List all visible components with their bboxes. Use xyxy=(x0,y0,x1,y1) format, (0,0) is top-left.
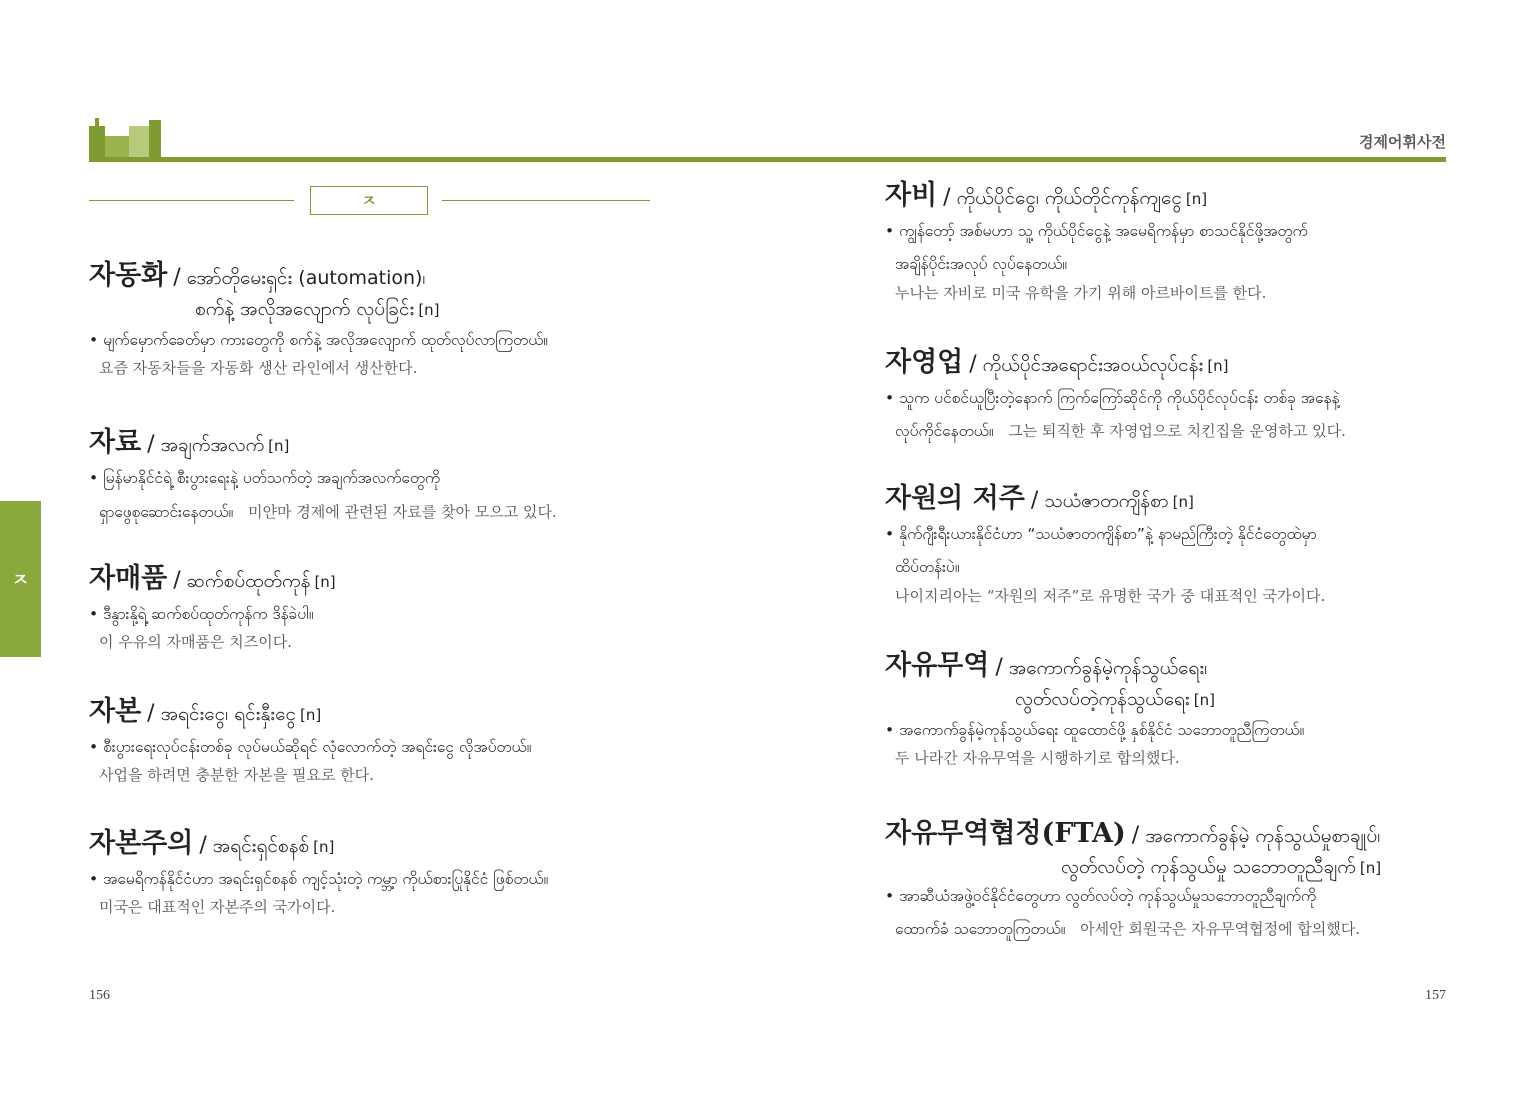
headword: 자비 xyxy=(885,180,938,211)
example-korean: 누나는 자비로 미국 유학을 가기 위해 아르바이트를 한다. xyxy=(895,284,1267,303)
part-of-speech: [n] xyxy=(314,573,336,591)
example-korean: 이 우유의 자매품은 치즈이다. xyxy=(99,632,292,651)
example-myanmar: • ဒီနွားနို့ရဲ့ ဆက်စပ်ထုတ်ကုန်က ဒိန်ခဲပါ။ xyxy=(89,605,314,624)
example-myanmar: ထိပ်တန်းပဲ။ xyxy=(895,557,960,576)
example-myanmar: ရှာဖွေစုဆောင်းနေတယ်။ xyxy=(99,502,234,521)
section-label: ㅈ xyxy=(310,186,428,215)
meaning: အကောက်ခွန်မဲ့ကုန်သွယ်ရေး၊ xyxy=(1008,657,1208,679)
part-of-speech: [n] xyxy=(1193,691,1215,710)
part-of-speech: [n] xyxy=(299,706,322,724)
meaning: ကိုယ်ပိုင်ငွေ၊ ကိုယ်တိုင်ကုန်ကျငွေ xyxy=(956,187,1182,209)
meaning: အချက်အလက် xyxy=(160,434,265,456)
example-korean: 미국은 대표적인 자본주의 국가이다. xyxy=(99,897,336,916)
headword: 자유무역 xyxy=(885,650,990,681)
example-myanmar: ထောက်ခံ သဘောတူကြတယ်။ xyxy=(895,919,1066,938)
example-myanmar: • သူက ပင်စင်ယူပြီးတဲ့နောက် ကြက်ကြော်ဆိုင်ကို ကိုယ်ပိုင်လုပ်ငန်း တစ်ခု အနေနဲ့ xyxy=(885,389,1340,408)
example-myanmar: • အမေရိကန်နိုင်ငံဟာ အရင်းရှင်စနစ် ကျင့်သုံးတဲ့ ကမ္ဘာ့ ကိုယ်စားပြုနိုင်ငံ ဖြစ်တယ်။ xyxy=(89,870,549,889)
meaning-continued: စက်နဲ့ အလိုအလျောက် လုပ်ခြင်း xyxy=(195,298,415,321)
section-rule-left xyxy=(89,200,294,201)
example-korean: 나이지리아는 “자원의 저주”로 유명한 국가 중 대표적인 국가이다. xyxy=(895,587,1326,606)
meaning: အော်တိုမေးရှင်း (automation)၊ xyxy=(186,267,426,289)
dictionary-entry: 자동화 / အော်တိုမေးရှင်း (automation)၊ စက်နဲ့ အလိုအလျောက် လုပ်ခြင်း [n] • မျက်မှောက်ခေတ်မှာ ကားတွေကို စက်နဲ့ အလိုအလျောက် ထုတ်လုပ်လာကြတယ်။ 요즘 자동차들을 자동화 생산 라인에서 생산한다. xyxy=(89,260,548,377)
example-korean: 아세안 회원국은 자유무역협정에 합의했다. xyxy=(1080,919,1361,938)
example-korean: 그는 퇴직한 후 자영업으로 치킨집을 운영하고 있다. xyxy=(1008,421,1346,440)
dictionary-entry: 자료 / အချက်အလက် [n] • မြန်မာနိုင်ငံရဲ့ စီးပွားရေးနဲ့ ပတ်သက်တဲ့ အချက်အလက်တွေကို ရှာဖွေစုဆောင်းနေတယ်။ 미얀마 경제에 관련된 자료를 찾아 모으고 있다. xyxy=(89,427,557,521)
headword: 자본주의 xyxy=(89,828,194,859)
dictionary-entry: 자유무역협정(FTA) / အကောက်ခွန်မဲ့ ကုန်သွယ်မှုစာချုပ်၊ လွတ်လပ်တဲ့ ကုန်သွယ်မှု သဘောတူညီချက် [n] • အာဆီယံအဖွဲ့ဝင်နိုင်ငံတွေဟာ လွတ်လပ်တဲ့ ကုန်သွယ်မှုသဘောတူညီချက်ကို ထောက်ခံ သဘောတူကြတယ်။ 아세안 회원국은 자유무역협정에 합의했다. xyxy=(885,818,1382,938)
meaning: အကောက်ခွန်မဲ့ ကုန်သွယ်မှုစာချုပ်၊ xyxy=(1145,825,1381,847)
running-title: 경제어휘사전 xyxy=(1359,134,1446,151)
meaning-continued: လွတ်လပ်တဲ့ကုန်သွယ်ရေး xyxy=(1015,688,1190,711)
header-decoration xyxy=(89,118,161,158)
part-of-speech: [n] xyxy=(1207,357,1229,375)
example-myanmar: • စီးပွားရေးလုပ်ငန်းတစ်ခု လုပ်မယ်ဆိုရင် လုံလောက်တဲ့ အရင်းငွေ လိုအပ်တယ်။ xyxy=(89,738,532,757)
dictionary-entry: 자본 / အရင်းငွေ၊ ရင်းနှီးငွေ [n] • စီးပွားရေးလုပ်ငန်းတစ်ခု လုပ်မယ်ဆိုရင် လုံလောက်တဲ့ အရင်းငွေ လိုအပ်တယ်။ 사업을 하려면 충분한 자본을 필요로 한다. xyxy=(89,696,532,784)
headword: 자동화 xyxy=(89,260,168,291)
section-rule-right xyxy=(442,200,650,201)
example-myanmar: • အကောက်ခွန်မဲ့ကုန်သွယ်ရေး ထူထောင်ဖို့ နှစ်နိုင်ငံ သဘောတူညီကြတယ်။ xyxy=(885,721,1305,740)
headword: 자영업 xyxy=(885,347,964,378)
example-myanmar: • မြန်မာနိုင်ငံရဲ့ စီးပွားရေးနဲ့ ပတ်သက်တဲ့ အချက်အလက်တွေကို xyxy=(89,469,441,488)
header-rule xyxy=(89,157,1446,162)
example-myanmar: လုပ်ကိုင်နေတယ်။ xyxy=(895,421,994,440)
part-of-speech: [n] xyxy=(1185,190,1208,208)
dictionary-entry: 자비 / ကိုယ်ပိုင်ငွေ၊ ကိုယ်တိုင်ကုန်ကျငွေ [n] • ကျွန်တော့် အစ်မဟာ သူ့ ကိုယ်ပိုင်ငွေနဲ့ အမေရိကန်မှာ စာသင်နိုင်ဖို့အတွက် အချိန်ပိုင်းအလုပ် လုပ်နေတယ်။ 누나는 자비로 미국 유학을 가기 위해 아르바이트를 한다. xyxy=(885,180,1308,303)
part-of-speech: [n] xyxy=(1172,493,1194,511)
part-of-speech: [n] xyxy=(1359,859,1382,878)
dictionary-entry: 자매품 / ဆက်စပ်ထုတ်ကုန် [n] • ဒီနွားနို့ရဲ့ ဆက်စပ်ထုတ်ကုန်က ဒိန်ခဲပါ။ 이 우유의 자매품은 치즈이다. xyxy=(89,563,336,651)
example-korean: 두 나라간 자유무역을 시행하기로 합의했다. xyxy=(895,748,1180,767)
dictionary-entry: 자유무역 / အကောက်ခွန်မဲ့ကုန်သွယ်ရေး၊ လွတ်လပ်တဲ့ကုန်သွယ်ရေး [n] • အကောက်ခွန်မဲ့ကုန်သွယ်ရေး ထူထောင်ဖို့ နှစ်နိုင်ငံ သဘောတူညီကြတယ်။ 두 나라간 자유무역을 시행하기로 합의했다. xyxy=(885,650,1305,767)
meaning: အရင်းငွေ၊ ရင်းနှီးငွေ xyxy=(160,703,296,725)
dictionary-entry: 자본주의 / အရင်းရှင်စနစ် [n] • အမေရိကန်နိုင်ငံဟာ အရင်းရှင်စနစ် ကျင့်သုံးတဲ့ ကမ္ဘာ့ ကိုယ်စားပြုနိုင်ငံ ဖြစ်တယ်။ 미국은 대표적인 자본주의 국가이다. xyxy=(89,828,549,916)
dictionary-entry: 자영업 / ကိုယ်ပိုင်အရောင်းအဝယ်လုပ်ငန်း [n] • သူက ပင်စင်ယူပြီးတဲ့နောက် ကြက်ကြော်ဆိုင်ကို ကိုယ်ပိုင်လုပ်ငန်း တစ်ခု အနေနဲ့ လုပ်ကိုင်နေတယ်။ 그는 퇴직한 후 자영업으로 치킨집을 운영하고 있다. xyxy=(885,347,1346,440)
example-myanmar: • နိုက်ဂျီးရီးယားနိုင်ငံဟာ “သယံဇာတကျိန်စာ”နဲ့ နာမည်ကြီးတဲ့ နိုင်ငံတွေထဲမှာ xyxy=(885,525,1317,544)
side-tab-label: ㅈ xyxy=(11,570,30,591)
example-myanmar: • မျက်မှောက်ခေတ်မှာ ကားတွေကို စက်နဲ့ အလိုအလျောက် ထုတ်လုပ်လာကြတယ်။ xyxy=(89,331,548,350)
example-myanmar: • ကျွန်တော့် အစ်မဟာ သူ့ ကိုယ်ပိုင်ငွေနဲ့ အမေရိကန်မှာ စာသင်နိုင်ဖို့အတွက် xyxy=(885,222,1308,241)
side-index-tab xyxy=(0,501,41,657)
example-korean: 미얀마 경제에 관련된 자료를 찾아 모으고 있다. xyxy=(248,502,557,521)
headword: 자유무역협정(FTA) xyxy=(885,818,1126,849)
dictionary-entry: 자원의 저주 / သယံဇာတကျိန်စာ [n] • နိုက်ဂျီးရီးယားနိုင်ငံဟာ “သယံဇာတကျိန်စာ”နဲ့ နာမည်ကြီးတဲ့ နိုင်ငံတွေထဲမှာ ထိပ်တန်းပဲ။ 나이지리아는 “자원의 저주”로 유명한 국가 중 대표적인 국가이다. xyxy=(885,483,1326,606)
headword: 자료 xyxy=(89,427,142,458)
example-korean: 사업을 하려면 충분한 자본을 필요로 한다. xyxy=(99,765,374,784)
meaning: အရင်းရှင်စနစ် xyxy=(212,835,310,857)
headword: 자본 xyxy=(89,696,142,727)
part-of-speech: [n] xyxy=(268,437,290,455)
part-of-speech: [n] xyxy=(418,301,440,320)
headword: 자매품 xyxy=(89,563,168,594)
meaning: ကိုယ်ပိုင်အရောင်းအဝယ်လုပ်ငန်း xyxy=(982,354,1204,376)
page-number-left: 156 xyxy=(89,988,110,1003)
page-number-right: 157 xyxy=(1425,988,1446,1003)
meaning: ဆက်စပ်ထုတ်ကုန် xyxy=(186,570,311,592)
meaning: သယံဇာတကျိန်စာ xyxy=(1044,490,1169,512)
example-myanmar: အချိန်ပိုင်းအလုပ် လုပ်နေတယ်။ xyxy=(895,254,1067,273)
example-korean: 요즘 자동차들을 자동화 생산 라인에서 생산한다. xyxy=(99,358,418,377)
part-of-speech: [n] xyxy=(313,838,335,856)
section-heading xyxy=(89,186,650,216)
headword: 자원의 저주 xyxy=(885,483,1025,514)
example-myanmar: • အာဆီယံအဖွဲ့ဝင်နိုင်ငံတွေဟာ လွတ်လပ်တဲ့ ကုန်သွယ်မှုသဘောတူညီချက်ကို xyxy=(885,887,1317,906)
meaning-continued: လွတ်လပ်တဲ့ ကုန်သွယ်မှု သဘောတူညီချက် xyxy=(1061,856,1356,879)
